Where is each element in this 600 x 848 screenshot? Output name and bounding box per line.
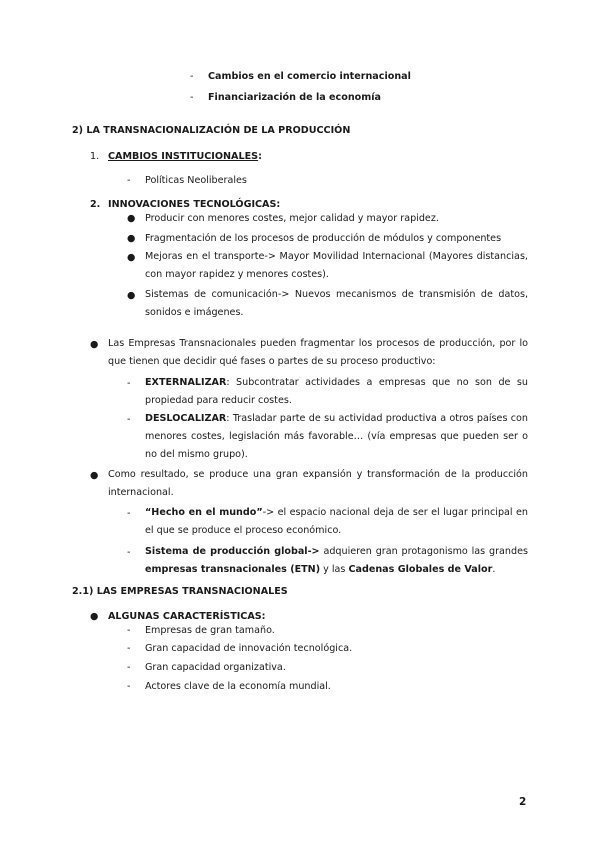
dash-marker: - <box>190 92 194 103</box>
dash-marker: - <box>127 681 131 692</box>
list-item <box>145 410 528 464</box>
dash-marker: - <box>127 625 131 636</box>
term-label: “Hecho en el mundo” <box>145 507 263 518</box>
item-title-colon: : <box>258 151 262 162</box>
bullet-marker: ● <box>127 213 136 224</box>
paragraph: Las Empresas Transnacionales pueden fragmentar los procesos de producción, por lo que tienen que decidir qué fases o partes de su proceso productivo: <box>108 338 528 367</box>
list-item: Fragmentación de los procesos de producción de módulos y componentes <box>145 233 502 244</box>
item-title <box>108 151 262 162</box>
text-span: . <box>492 564 496 575</box>
bullet-marker: ● <box>90 339 99 350</box>
term-label: EXTERNALIZAR <box>145 377 227 388</box>
list-item: Mejoras en el transporte-> Mayor Movilidad Internacional (Mayores distancias, con mayor rapidez y menores costes). <box>145 251 528 280</box>
section-heading: 2.1) LAS EMPRESAS TRANSNACIONALES <box>72 586 288 597</box>
dash-marker: - <box>127 547 131 558</box>
list-item: Financiarización de la economía <box>208 92 382 103</box>
dash-marker: - <box>127 643 131 654</box>
dash-marker: - <box>127 175 131 186</box>
list-item: Empresas de gran tamaño. <box>145 625 275 636</box>
dash-marker: - <box>190 71 194 82</box>
bullet-marker: ● <box>127 233 136 244</box>
list-item <box>145 504 528 540</box>
page-number: 2 <box>519 796 527 808</box>
bullet-marker: ● <box>90 611 99 622</box>
item-title-text: CAMBIOS INSTITUCIONALES <box>108 151 259 162</box>
list-item <box>145 543 528 579</box>
item-title: ALGUNAS CARACTERÍSTICAS: <box>108 611 266 622</box>
bullet-marker: ● <box>90 470 99 481</box>
list-item: Producir con menores costes, mejor calidad y mayor rapidez. <box>145 213 439 224</box>
term-label: Sistema de producción global-> <box>145 546 320 557</box>
dash-marker: - <box>127 414 131 425</box>
term-label: empresas transnacionales (ETN) <box>145 564 321 575</box>
list-item: Políticas Neoliberales <box>145 175 247 186</box>
paragraph: Como resultado, se produce una gran expansión y transformación de la producción internacional. <box>108 469 528 498</box>
list-item: Cambios en el comercio internacional <box>208 71 411 82</box>
term-label: DESLOCALIZAR <box>145 413 227 424</box>
term-definition: -> el espacio nacional deja de ser el lugar principal en el que se produce el proceso económico. <box>145 507 528 536</box>
list-item: Sistemas de comunicación-> Nuevos mecanismos de transmisión de datos, sonidos e imágenes. <box>145 289 528 318</box>
bullet-marker: ● <box>127 252 136 263</box>
list-number: 1. <box>90 151 100 162</box>
term-definition: : Trasladar parte de su actividad productiva a otros países con menores costes, legislación más favorable… (vía empresas que pueden ser o no del mismo grupo). <box>145 413 528 460</box>
list-item <box>145 374 528 410</box>
list-item: Actores clave de la economía mundial. <box>145 681 331 692</box>
dash-marker: - <box>127 508 131 519</box>
term-label: Cadenas Globales de Valor <box>348 564 493 575</box>
list-number: 2. <box>90 199 101 210</box>
section-heading: 2) LA TRANSNACIONALIZACIÓN DE LA PRODUCCIÓN <box>72 125 351 136</box>
item-title: INNOVACIONES TECNOLÓGICAS: <box>108 199 281 210</box>
term-definition: : Subcontratar actividades a empresas que no son de su propiedad para reducir costes. <box>145 377 528 406</box>
dash-marker: - <box>127 378 131 389</box>
list-item: Gran capacidad de innovación tecnológica. <box>145 643 353 654</box>
dash-marker: - <box>127 662 131 673</box>
bullet-marker: ● <box>127 290 136 301</box>
text-span: adquieren gran protagonismo las grandes <box>319 546 528 557</box>
text-span: y las <box>320 564 349 575</box>
list-item: Gran capacidad organizativa. <box>145 662 286 673</box>
